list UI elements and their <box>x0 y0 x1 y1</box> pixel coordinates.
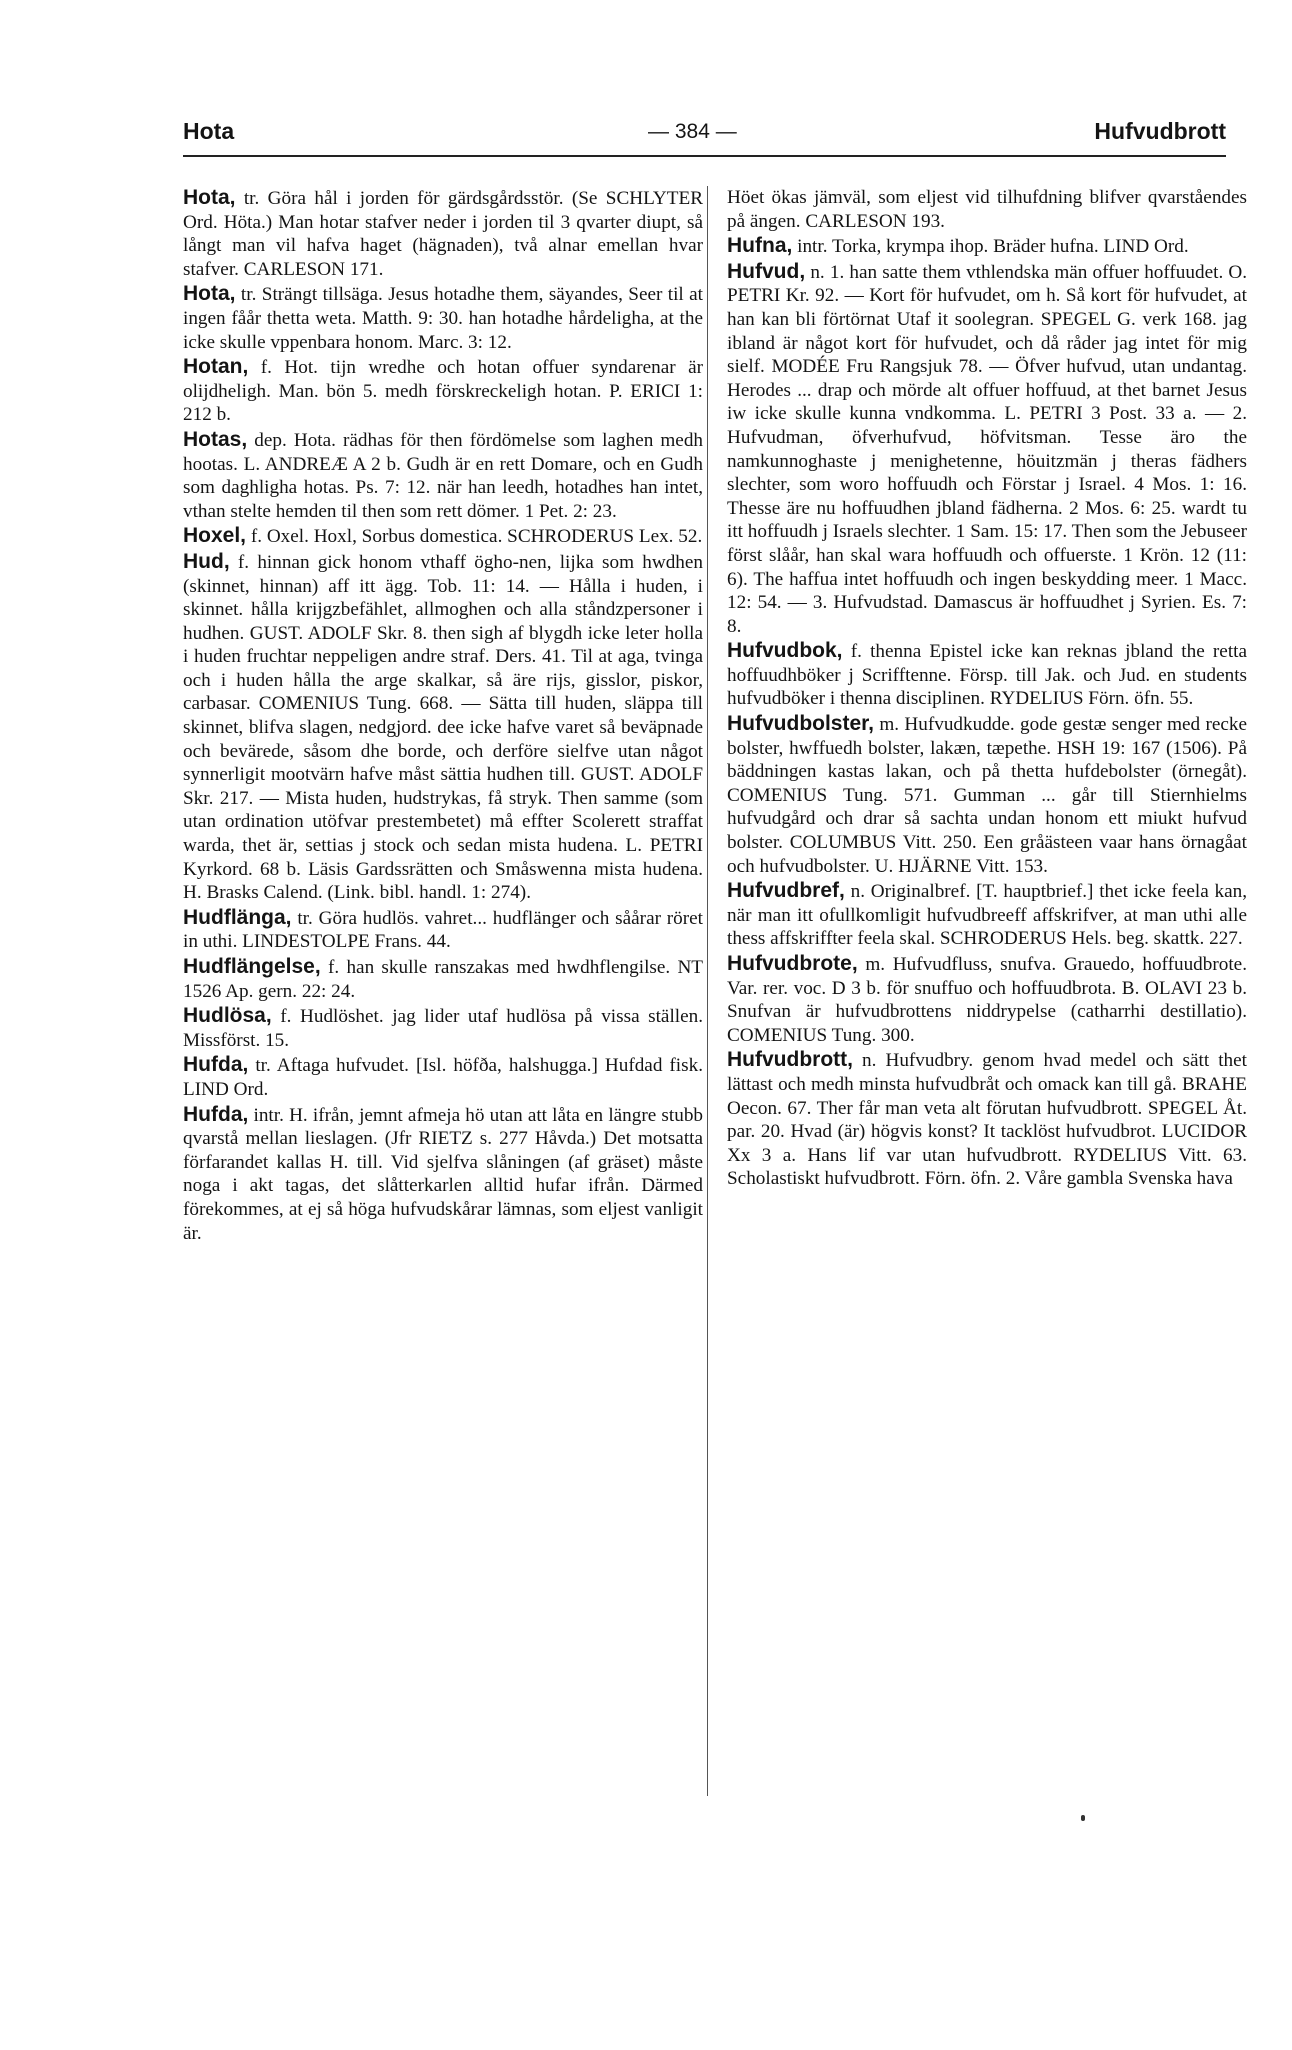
entry-text: Hufvudkudde. gode gestæ senger med recke bolster, hwffuedh bolster, lakæn, tæpethe. HSH 19: 167 (1506). På bäddningen kastas lakan, och på thetta hufdebolster (örnegåt). COMENIUS Tung. 571. Gumman ... går till Stiernhielms hufvudgård och drar så sachta undan honom ett miukt hufvud bolster. COLUMBUS Vitt. 250. Een gråästeen vaar hans örnagåat och hufvudbolster. U. HJÄRNE Vitt. 153. <box>727 714 1247 877</box>
entry-text: Hudlöshet. jag lider utaf hudlösa på vissa ställen. Missförst. 15. <box>183 1006 704 1051</box>
grammar-label: m. <box>865 954 886 975</box>
headword: Hoxel, <box>183 524 247 548</box>
left-column <box>183 186 703 1246</box>
entry-text: Hufvudbry. genom hvad medel och sätt thet lättast och medh minsta hufvudbråt och omack kan till gå. BRAHE Oecon. 67. Ther får man veta alt förutan hufvudbrott. SPEGEL Åt. par. 20. Hvad (är) högvis konst? It tacklöst hufvudbrot. LUCIDOR Xx 3 a. Hans lif var utan hufvudbrott. RYDELIUS Vitt. 63. Scholastiskt hufvudbrott. Förn. öfn. 2. Våre gambla Svenska hava <box>727 1050 1247 1190</box>
grammar-label: tr. <box>240 284 257 306</box>
headword: Hotas, <box>183 427 248 451</box>
entry-text: Göra hudlös. vahret... hudflänger och såårar röret in uthi. LINDESTOLPE Frans. 44. <box>183 907 704 953</box>
column-divider <box>707 186 708 1796</box>
dictionary-entry <box>727 234 1247 259</box>
entry-text: Höet ökas jämväl, som eljest vid tilhufdning blifver qvarståendes på ängen. CARLESON 193. <box>727 187 1247 232</box>
entry-text: H. ifrån, jemnt afmeja hö utan att låta en längre stubb qvarstå mellan lieslagen. (Jfr RIETZ s. 277 Håvda.) Det motsatta förfarandet kallas H. till. Vid sjelfva slåningen (af gräset) måste noga i akt tagas, det slåtterkarlen alltid hufar ifrån. Därmed förekommes, at ej så höga hufvudskårar lämnas, som eljest vanligit är. <box>183 1104 704 1244</box>
print-speck <box>1081 1815 1085 1821</box>
grammar-label: intr. <box>253 1104 284 1126</box>
dictionary-entry <box>727 712 1247 878</box>
dictionary-entry <box>183 906 703 954</box>
entry-text: han satte them vthlendska män offuer hoffuudet. O. PETRI Kr. 92. — Kort för hufvudet, om h. Så kort för hufvudet, at han kan bli förtörnat Utaf it soolegran. SPEGEL G. verk 168. jag ibland är något kort för hufvudet, och då råder jag intet för mig sielf. MODÉE Fru Rangsjuk 78. — Öfver hufvud, utan undantag. Herodes ... drap och mörde alt offuer hoffuud, at thet barnet Jesus iw icke skulle kunna vndkomma. L. PETRI 3 Post. 33 a. — 2. Hufvudman, öfverhufvud, höfvitsman. Tesse äro the namkunnoghaste j menighetenne, höuitzmän j theras fädhers slechter, som woro hoffuudh och Förstar j Israel. 4 Mos. 1: 16. Thesse äre nu hoffuudhen jbland fädherna. 2 Mos. 6: 25. wardt tu itt hoffuudh j Israels slechter. 1 Sam. 15: 17. Then som the Jebuseer först slåår, han skal wara hoffuudh och offuerste. 1 Krön. 12 (11: 6). The haffua intet hoffuudh och ingen beskydding meer. 1 Macc. 12: 54. — 3. Hufvudstad. Damascus är hoffuudhet j Syrien. Es. 7: 8. <box>727 261 1248 637</box>
running-head-left: Hota <box>183 118 235 144</box>
entry-text: hinnan gick honom vthaff ögho-nen, lijka som hwdhen (skinnet, hinnan) aff itt ägg. Tob. 11: 14. — Hålla i huden, i skinnet. hålla krijgzbefählet, allmoghen och alla ståndzpersoner i hudhen. GUST. ADOLF Skr. 8. then sigh af blygdh icke leter holla i huden fruchtar neppeligen andre straf. Ders. 41. Til at aga, tvinga och i huden hålla the arge skalkar, så äre rijs, gisslor, piskor, carbasar. COMENIUS Tung. 668. — Sätta till huden, släppa till skinnet, blifva slagen, nedgjord. dee icke hafve varet så beväpnade och bevärede, såsom dhe borde, och derföre sielfve utan något synnerligit mootvärn hafve måst sättia hudhen till. GUST. ADOLF Skr. 217. — Mista huden, hudstrykas, få stryk. Then samme (som utan ordination utöfvar prestembetet) må effter Scolerett straffat warda, thet är, settias j stock och sedan mista hudena. L. PETRI Kyrkord. 68 b. Läsis Gardssrätten och Småswenna mista hudena. H. Brasks Calend. (Link. bibl. handl. 1: 274). <box>183 551 704 904</box>
entry-text: han skulle ranszakas med hwdhflengilse. NT 1526 Ap. gern. 22: 24. <box>183 957 704 1002</box>
dictionary-entry <box>183 550 703 905</box>
dictionary-entry <box>183 282 703 354</box>
headword: Hufvud, <box>727 259 806 283</box>
grammar-label: n. <box>862 1050 877 1072</box>
entry-text: Originalbref. [T. hauptbrief.] thet icke feela kan, när man itt ofullkomligit hufvudbreeff affskrifver, at man uthi alle thess affskriffter feela skal. SCHRODERUS Hels. beg. skattk. 227. <box>727 881 1247 950</box>
page-header <box>183 118 1226 158</box>
dictionary-entry <box>183 1053 703 1101</box>
entry-text: thenna Epistel icke kan reknas jbland the retta hoffuudhböker j Scrifftenne. Försp. till Jak. och Jud. en students hufvudböker i thenna disciplinen. RYDELIUS Förn. öfn. 55. <box>727 641 1247 710</box>
dictionary-entry <box>183 955 703 1003</box>
header-rule <box>183 155 1226 157</box>
headword: Hudflänga, <box>183 905 292 929</box>
headword: Hota, <box>183 282 236 306</box>
dictionary-entry <box>727 639 1247 711</box>
headword: Hufvudbolster, <box>727 712 875 736</box>
grammar-label: f. <box>327 957 340 978</box>
grammar-label: dep. <box>254 429 287 451</box>
headword: Hufvudbref, <box>727 879 845 903</box>
running-head-right: Hufvudbrott <box>1094 118 1226 144</box>
grammar-label: f. <box>850 641 862 663</box>
entry-text: Hota. rädhas för then fördömelse som laghen medh hootas. L. ANDREÆ A 2 b. Gudh är en rett Domare, och en Gudh som daghligha hotas. Ps. 7: 12. när han leedh, hotadhes han intet, vthan stelte hemden til then som rett dömer. 1 Pet. 2: 23. <box>183 429 704 522</box>
grammar-label: f. <box>280 1006 292 1028</box>
grammar-label: f. <box>250 526 263 548</box>
headword: Hufvudbok, <box>727 639 843 663</box>
entry-text: Hufvudfluss, snufva. Grauedo, hoffuudbrote. Var. rer. voc. D 3 b. för snuffuo och hoffuudbrota. B. OLAVI 23 b. Snufvan är hufvudbrottens niddrypelse (catharrhi destillatio). COMENIUS Tung. 300. <box>727 954 1247 1046</box>
grammar-label: f. <box>260 357 272 379</box>
headword: Hufvudbrott, <box>727 1048 853 1072</box>
dictionary-entry <box>183 355 703 427</box>
headword: Hudlösa, <box>183 1004 272 1028</box>
headword: Hudflängelse, <box>183 955 321 978</box>
right-column <box>727 186 1247 1192</box>
headword: Hud, <box>183 549 230 573</box>
entry-text: Torka, krympa ihop. Bräder hufna. LIND Ord. <box>831 236 1189 258</box>
dictionary-entry <box>727 952 1247 1047</box>
dictionary-entry <box>183 186 703 281</box>
dictionary-entry <box>183 1004 703 1052</box>
grammar-label: tr. <box>255 1055 271 1077</box>
dictionary-entry <box>183 1103 703 1246</box>
dictionary-entry-continued <box>727 186 1247 233</box>
headword: Hufda, <box>183 1102 249 1126</box>
headword: Hufna, <box>727 234 793 258</box>
page-number: — 384 — <box>648 120 737 143</box>
entry-text: Göra hål i jorden för gärdsgårdsstör. (Se SCHLYTER Ord. Höta.) Man hotar stafver neder i jorden til 3 qvarter diupt, så långt man vil hafva haget (hägnaden), två alnar emellan hvar stafver. CARLESON 171. <box>183 188 703 280</box>
grammar-label: f. <box>237 551 250 573</box>
grammar-label: tr. <box>297 907 313 929</box>
headword: Hufvudbrote, <box>727 952 858 975</box>
headword: Hotan, <box>183 355 249 379</box>
entry-text: Aftaga hufvudet. [Isl. höfða, halshugga.] Hufdad fisk. LIND Ord. <box>183 1055 703 1100</box>
dictionary-entry <box>727 260 1247 639</box>
grammar-label: tr. <box>243 188 260 209</box>
grammar-label: m. <box>879 714 900 736</box>
entry-text: Oxel. Hoxl, Sorbus domestica. SCHRODERUS Lex. 52. <box>266 526 703 548</box>
dictionary-entry <box>727 879 1247 951</box>
grammar-label: n. <box>850 881 865 903</box>
entry-text: Strängt tillsäga. Jesus hotadhe them, säyandes, Seer til at ingen fåår thetta weta. Matth. 9: 30. han hotadhe hårdeligha, at the icke skulle vppenbara honom. Marc. 3: 12. <box>183 284 704 353</box>
grammar-label: intr. <box>797 236 828 258</box>
dictionary-entry <box>183 524 703 549</box>
dictionary-entry <box>183 428 703 523</box>
dictionary-entry <box>727 1048 1247 1191</box>
headword: Hufda, <box>183 1053 249 1077</box>
headword: Hota, <box>183 186 236 209</box>
grammar-label: n. 1. <box>810 261 845 283</box>
entry-text: Hot. tijn wredhe och hotan offuer syndarenar är olijdheligh. Man. bön 5. medh förskreckeligh hotan. P. ERICI 1: 212 b. <box>183 357 703 426</box>
